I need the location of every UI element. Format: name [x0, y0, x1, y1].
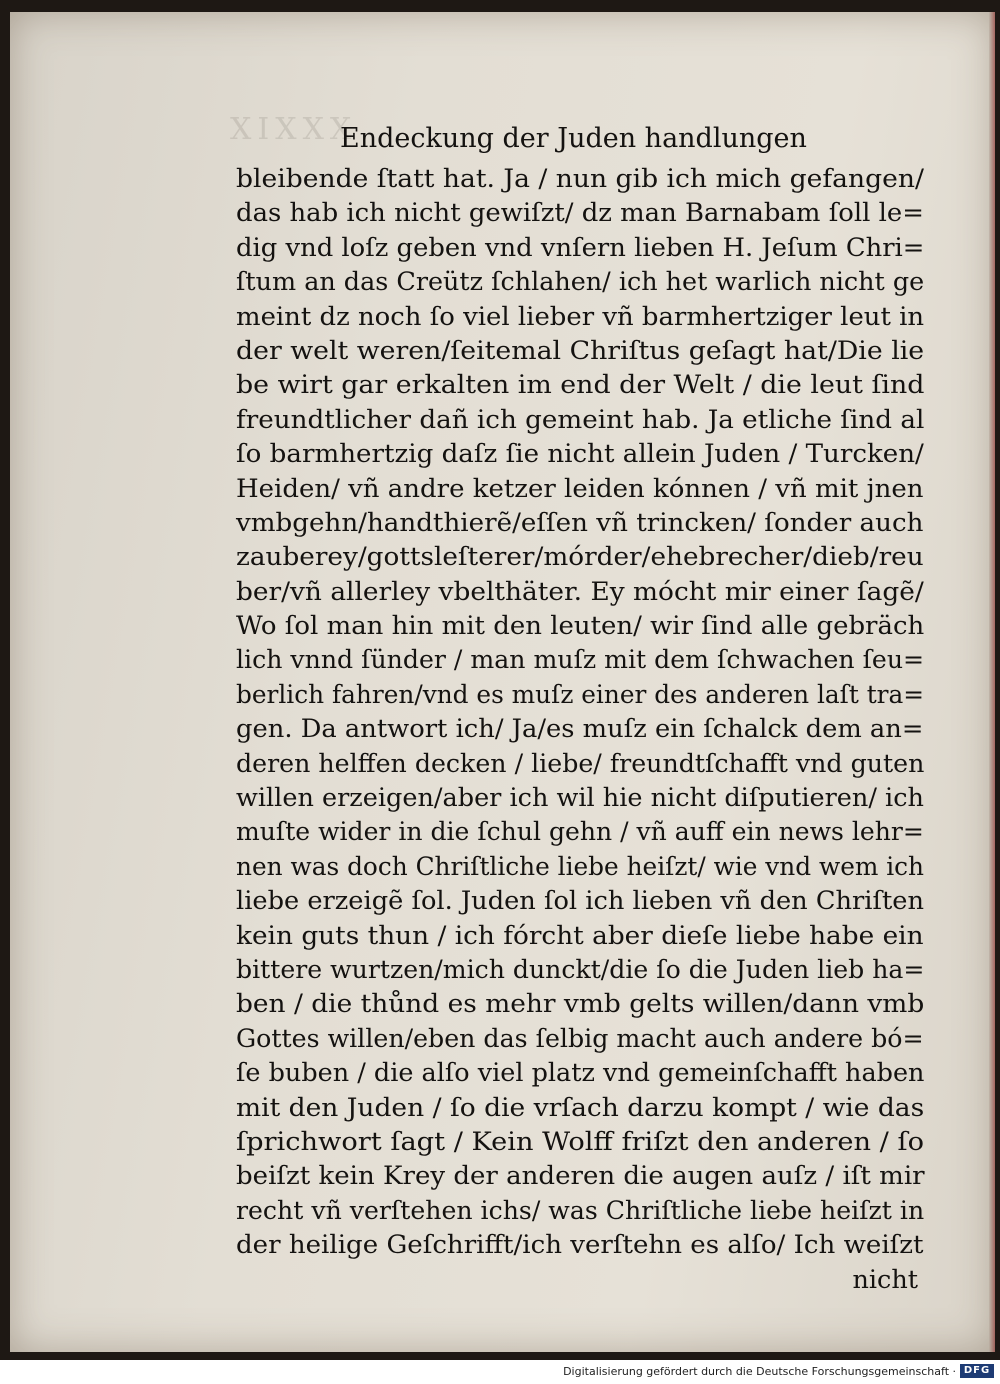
running-head: Endeckung der Juden handlungen [340, 123, 807, 154]
text-line: der welt weren/ſeitemal Chriſtus geſagt hat/Die lie [236, 335, 925, 366]
text-line: meint dz noch ſo viel lieber vñ barmhertziger leut in [236, 301, 925, 332]
text-line: vmbgehn/handthierẽ/eſſen vñ trincken/ ſonder auch [236, 507, 924, 538]
text-line: lich vnnd ſünder / man muſz mit dem ſchwachen ſeu= [236, 645, 925, 676]
text-line: Gottes willen/eben das ſelbig macht auch andere bó= [236, 1023, 924, 1054]
catchword: nicht [852, 1264, 918, 1295]
text-line: nen was doch Chriſtliche liebe heiſzt/ wie vnd wem ich [236, 851, 925, 882]
text-line: willen erzeigen/aber ich wil hie nicht diſputieren/ ich [236, 783, 924, 814]
text-line: dig vnd loſz geben vnd vnſern lieben H. Jeſum Chri= [236, 232, 925, 263]
footer-credit: Digitalisierung gefördert durch die Deutsche Forschungsgemeinschaft · [563, 1365, 956, 1378]
text-line: bleibende ſtatt hat. Ja / nun gib ich mich gefangen/ [236, 164, 924, 194]
text-line: mit den Juden / ſo die vrſach darzu kompt / wie das [236, 1092, 925, 1123]
text-line: liebe erzeigẽ ſol. Juden ſol ich lieben vñ den Chriſten [236, 886, 924, 917]
text-line: das hab ich nicht gewiſzt/ dz man Barnabam ſoll le= [236, 198, 924, 229]
text-line: ber/vñ allerley vbelthäter. Ey mócht mir einer ſagẽ/ [236, 576, 924, 607]
text-line: ſtum an das Creütz ſchlahen/ ich het warlich nicht ge [236, 267, 925, 298]
footer-bar [0, 1360, 1000, 1384]
text-line: freundtlicher dañ ich gemeint hab. Ja etliche ſind al [236, 404, 925, 435]
text-line: beiſzt kein Krey der anderen die augen auſz / iſt mir [236, 1161, 925, 1192]
text-line: der heilige Geſchrifft/ich verſtehn es alſo/ Ich weiſzt [236, 1230, 924, 1261]
text-line: bittere wurtzen/mich dunckt/die ſo die Juden lieb ha= [236, 954, 925, 985]
text-line: ben / die thůnd es mehr vmb gelts willen/dann vmb [236, 989, 925, 1020]
text-line: recht vñ verſtehen ichs/ was Chriſtliche liebe heiſzt in [236, 1195, 925, 1226]
text-line: zauberey/gottsleſterer/mórder/ehebrecher/dieb/reu [236, 542, 924, 573]
text-line: deren helffen decken / liebe/ freundtſchafft vnd guten [236, 748, 925, 779]
text-line: ſe buben / die alſo viel platz vnd gemeinſchafft haben [236, 1058, 925, 1089]
dfg-logo: DFG [960, 1364, 994, 1378]
text-line: kein guts thun / ich fórcht aber dieſe liebe habe ein [236, 920, 924, 951]
text-line: muſte wider in die ſchul gehn / vñ auff ein news lehr= [236, 817, 924, 848]
text-block [236, 162, 926, 1297]
text-line: berlich fahren/vnd es muſz einer des anderen laſt tra= [236, 679, 925, 710]
text-line: Heiden/ vñ andre ketzer leiden kónnen / vñ mit jnen [236, 473, 924, 504]
text-line: gen. Da antwort ich/ Ja/es muſz ein ſchalck dem an= [236, 714, 924, 745]
text-line: ſprichwort ſagt / Kein Wolff friſzt den anderen / ſo [236, 1126, 924, 1157]
text-line: be wirt gar erkalten im end der Welt / die leut ſind [236, 370, 925, 401]
text-line: Wo ſol man hin mit den leuten/ wir ſind alle gebräch [236, 611, 925, 642]
bleed-through-text: XIXXX [230, 112, 358, 147]
text-line: ſo barmhertzig daſz ſie nicht allein Juden / Turcken/ [236, 439, 924, 470]
page-edge [989, 12, 995, 1352]
